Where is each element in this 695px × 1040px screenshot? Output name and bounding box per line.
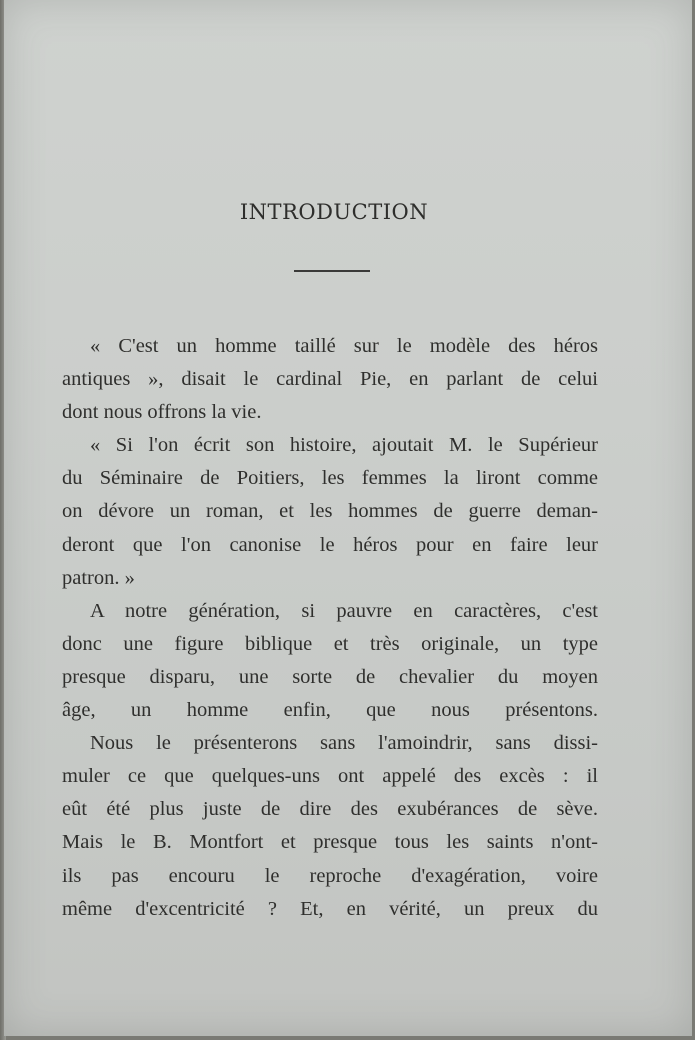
text-line: A notre génération, si pauvre en caractères, c'est [90,599,598,622]
text-line: même d'excentricité ? Et, en vérité, un preux du [62,897,598,920]
chapter-title: INTRODUCTION [239,200,429,224]
text-line: Mais le B. Montfort et presque tous les saints n'ont- [62,831,598,854]
text-line: patron. » [62,566,135,589]
text-line: presque disparu, une sorte de chevalier du moyen [62,665,598,688]
text-line: ils pas encouru le reproche d'exagération, voire [62,864,598,887]
text-line: donc une figure biblique et très originale, un type [62,632,598,655]
body-text [62,330,598,926]
paragraph-4 [62,727,598,926]
text-line: eût été plus juste de dire des exubérances de sève. [62,798,598,821]
text-line: on dévore un roman, et les hommes de guerre deman- [62,500,598,523]
title-rule [294,270,370,272]
text-line: du Séminaire de Poitiers, les femmes la liront comme [62,467,598,490]
paragraph-1 [62,330,598,429]
text-line: antiques », disait le cardinal Pie, en parlant de celui [62,368,598,391]
text-line: « Si l'on écrit son histoire, ajoutait M. le Supérieur [90,434,598,457]
text-line: « C'est un homme taillé sur le modèle des héros [90,335,598,357]
paragraph-2 [62,429,598,594]
text-line: dont nous offrons la vie. [62,401,262,424]
paragraph-3 [62,595,598,727]
text-line: muler ce que quelques-uns ont appelé des excès : il [62,765,598,788]
text-line: âge, un homme enfin, que nous présentons. [62,699,598,722]
text-line: Nous le présenterons sans l'amoindrir, sans dissi- [90,732,598,755]
text-line: deront que l'on canonise le héros pour en faire leur [62,533,598,556]
book-page [4,0,692,1036]
